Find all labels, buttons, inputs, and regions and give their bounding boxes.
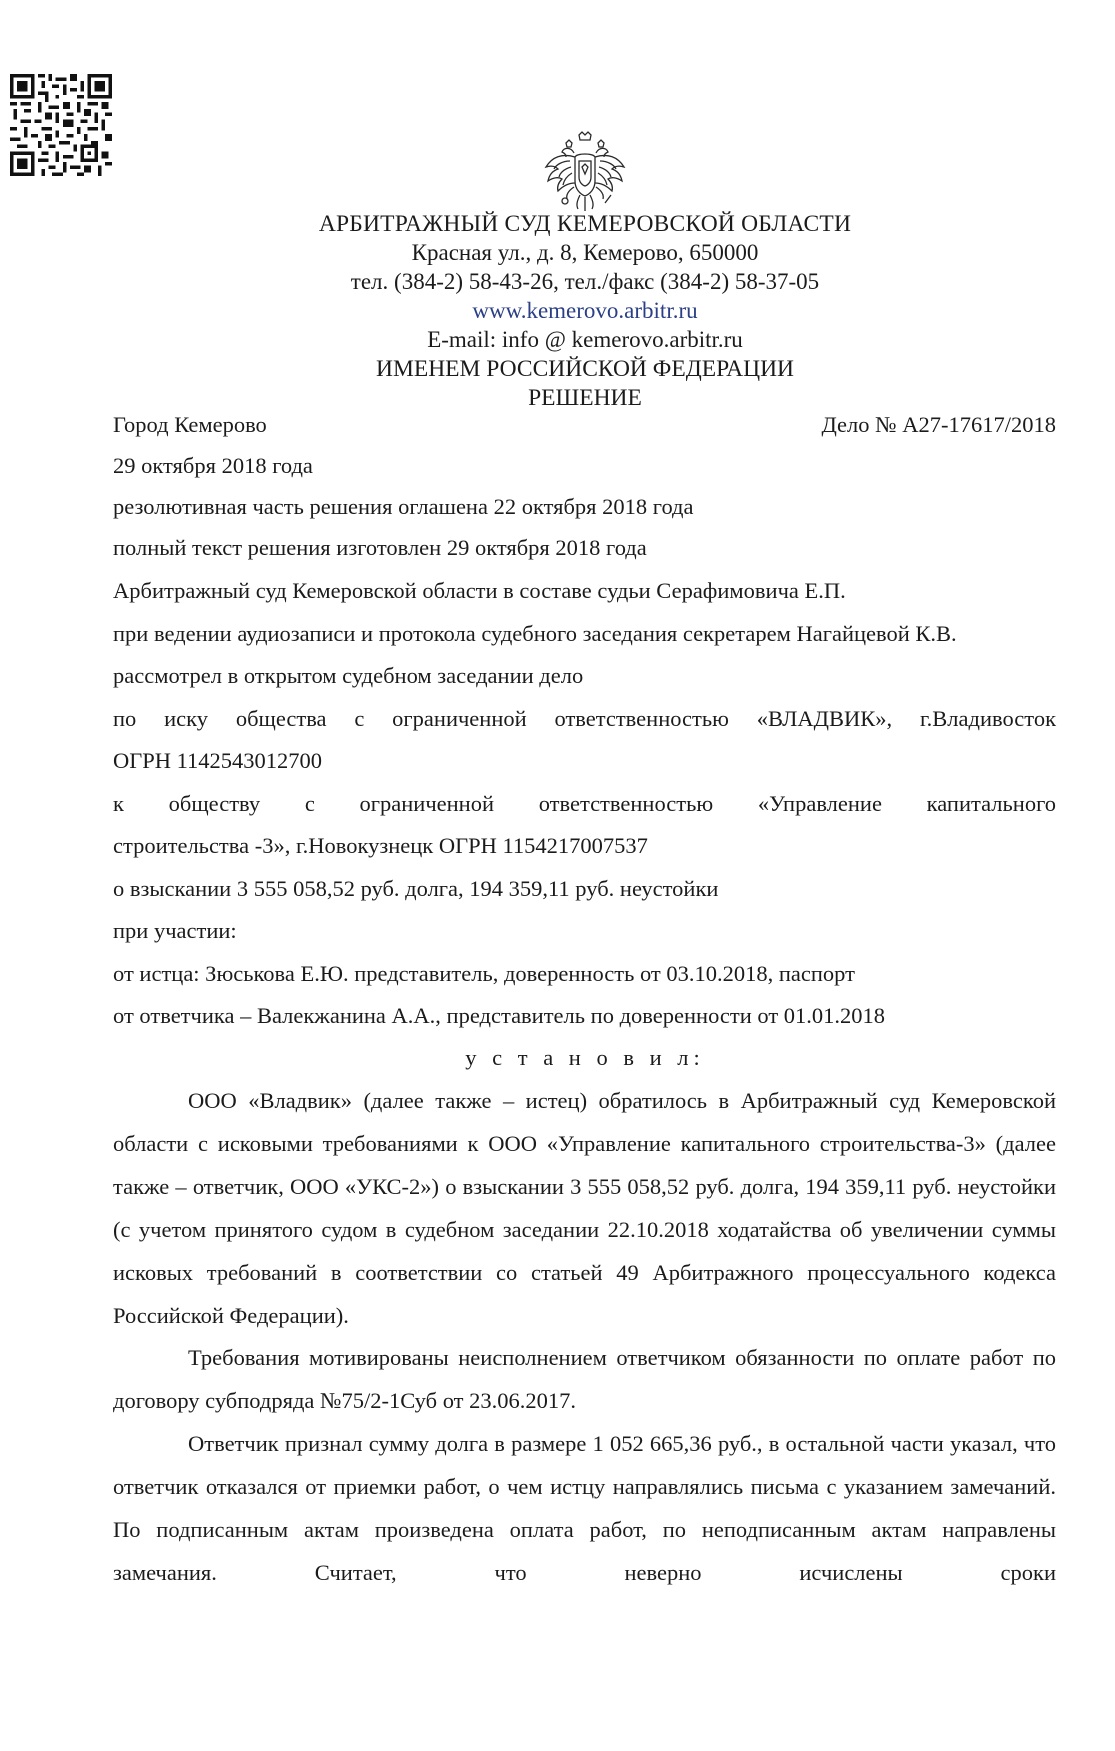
qr-code-icon [10,74,112,176]
operative-part-date: резолютивная часть решения оглашена 22 октября 2018 года [113,494,694,519]
in-the-name-heading: ИМЕНЕМ РОССИЙСКОЙ ФЕДЕРАЦИИ [375,356,795,382]
claim-subject: о взыскании 3 555 058,52 руб. долга, 194 359,11 руб. неустойки [113,876,719,901]
plaintiff-line: по иску общества с ограниченной ответственностью «ВЛАДВИК», г.Владивосток [113,706,1056,731]
document-type-heading: РЕШЕНИЕ [528,385,642,411]
court-phones: тел. (384-2) 58-43-26, тел./факс (384-2) 58-37-05 [350,269,820,294]
court-composition: Арбитражный суд Кемеровской области в составе судьи Серафимовича Е.П. [113,578,846,603]
court-address: Красная ул., д. 8, Кемерово, 650000 [411,240,759,265]
full-text-date: полный текст решения изготовлен 29 октября 2018 года [113,535,647,560]
defendant-representative: от ответчика – Валекжанина А.А., представитель по доверенности от 01.01.2018 [113,1003,886,1028]
paragraph-defendant-position: Ответчик признал сумму долга в размере 1 052 665,36 руб., в остальной части указал, что ответчик отказался от приемки работ, о чем истцу направлялись письма с указанием замечаний. По подписанным актам произведена оплата работ, по неподписанным актам направлены замечания. Считает, что неверно исчислены сроки [113,1431,1056,1585]
court-name: АРБИТРАЖНЫЙ СУД КЕМЕРОВСКОЙ ОБЛАСТИ [318,211,852,237]
secretary-line: при ведении аудиозаписи и протокола судебного заседания секретарем Нагайцевой К.В. [113,621,957,646]
established-heading: у с т а н о в и л: [465,1045,705,1070]
plaintiff-representative: от истца: Зюськова Е.Ю. представитель, доверенность от 03.10.2018, паспорт [113,961,855,986]
paragraph-requirements: Требования мотивированы неисполнением ответчиком обязанности по оплате работ по договору субподряда №75/2-1Суб от 23.06.2017. [113,1345,1056,1413]
participation-label: при участии: [113,918,237,943]
considered-line: рассмотрел в открытом судебном заседании дело [113,663,584,688]
defendant-line: к обществу с ограниченной ответственностью «Управление капитального [113,791,1056,816]
decision-date: 29 октября 2018 года [113,453,313,478]
plaintiff-ogrn: ОГРН 1142543012700 [113,748,323,773]
case-number: Дело № А27-17617/2018 [821,412,1056,437]
city: Город Кемерово [113,412,267,437]
court-email: E-mail: info @ kemerovo.arbitr.ru [427,327,743,352]
court-website-link[interactable]: www.kemerovo.arbitr.ru [472,298,698,323]
paragraph-claim: ООО «Владвик» (далее также – истец) обратилось в Арбитражный суд Кемеровской области с исковыми требованиями к ООО «Управление капитального строительства-3» (далее также – ответчик, ООО «УКС-2») о взыскании 3 555 058,52 руб. долга, 194 359,11 руб. неустойки (с учетом принятого судом в судебном заседании 22.10.2018 ходатайства об увеличении суммы исковых требований в соответствии со статьей 49 Арбитражного процессуального кодекса Российской Федерации). [113,1088,1056,1328]
russian-coat-of-arms-icon [540,131,630,213]
defendant-details: строительства -3», г.Новокузнецк ОГРН 1154217007537 [113,833,648,858]
